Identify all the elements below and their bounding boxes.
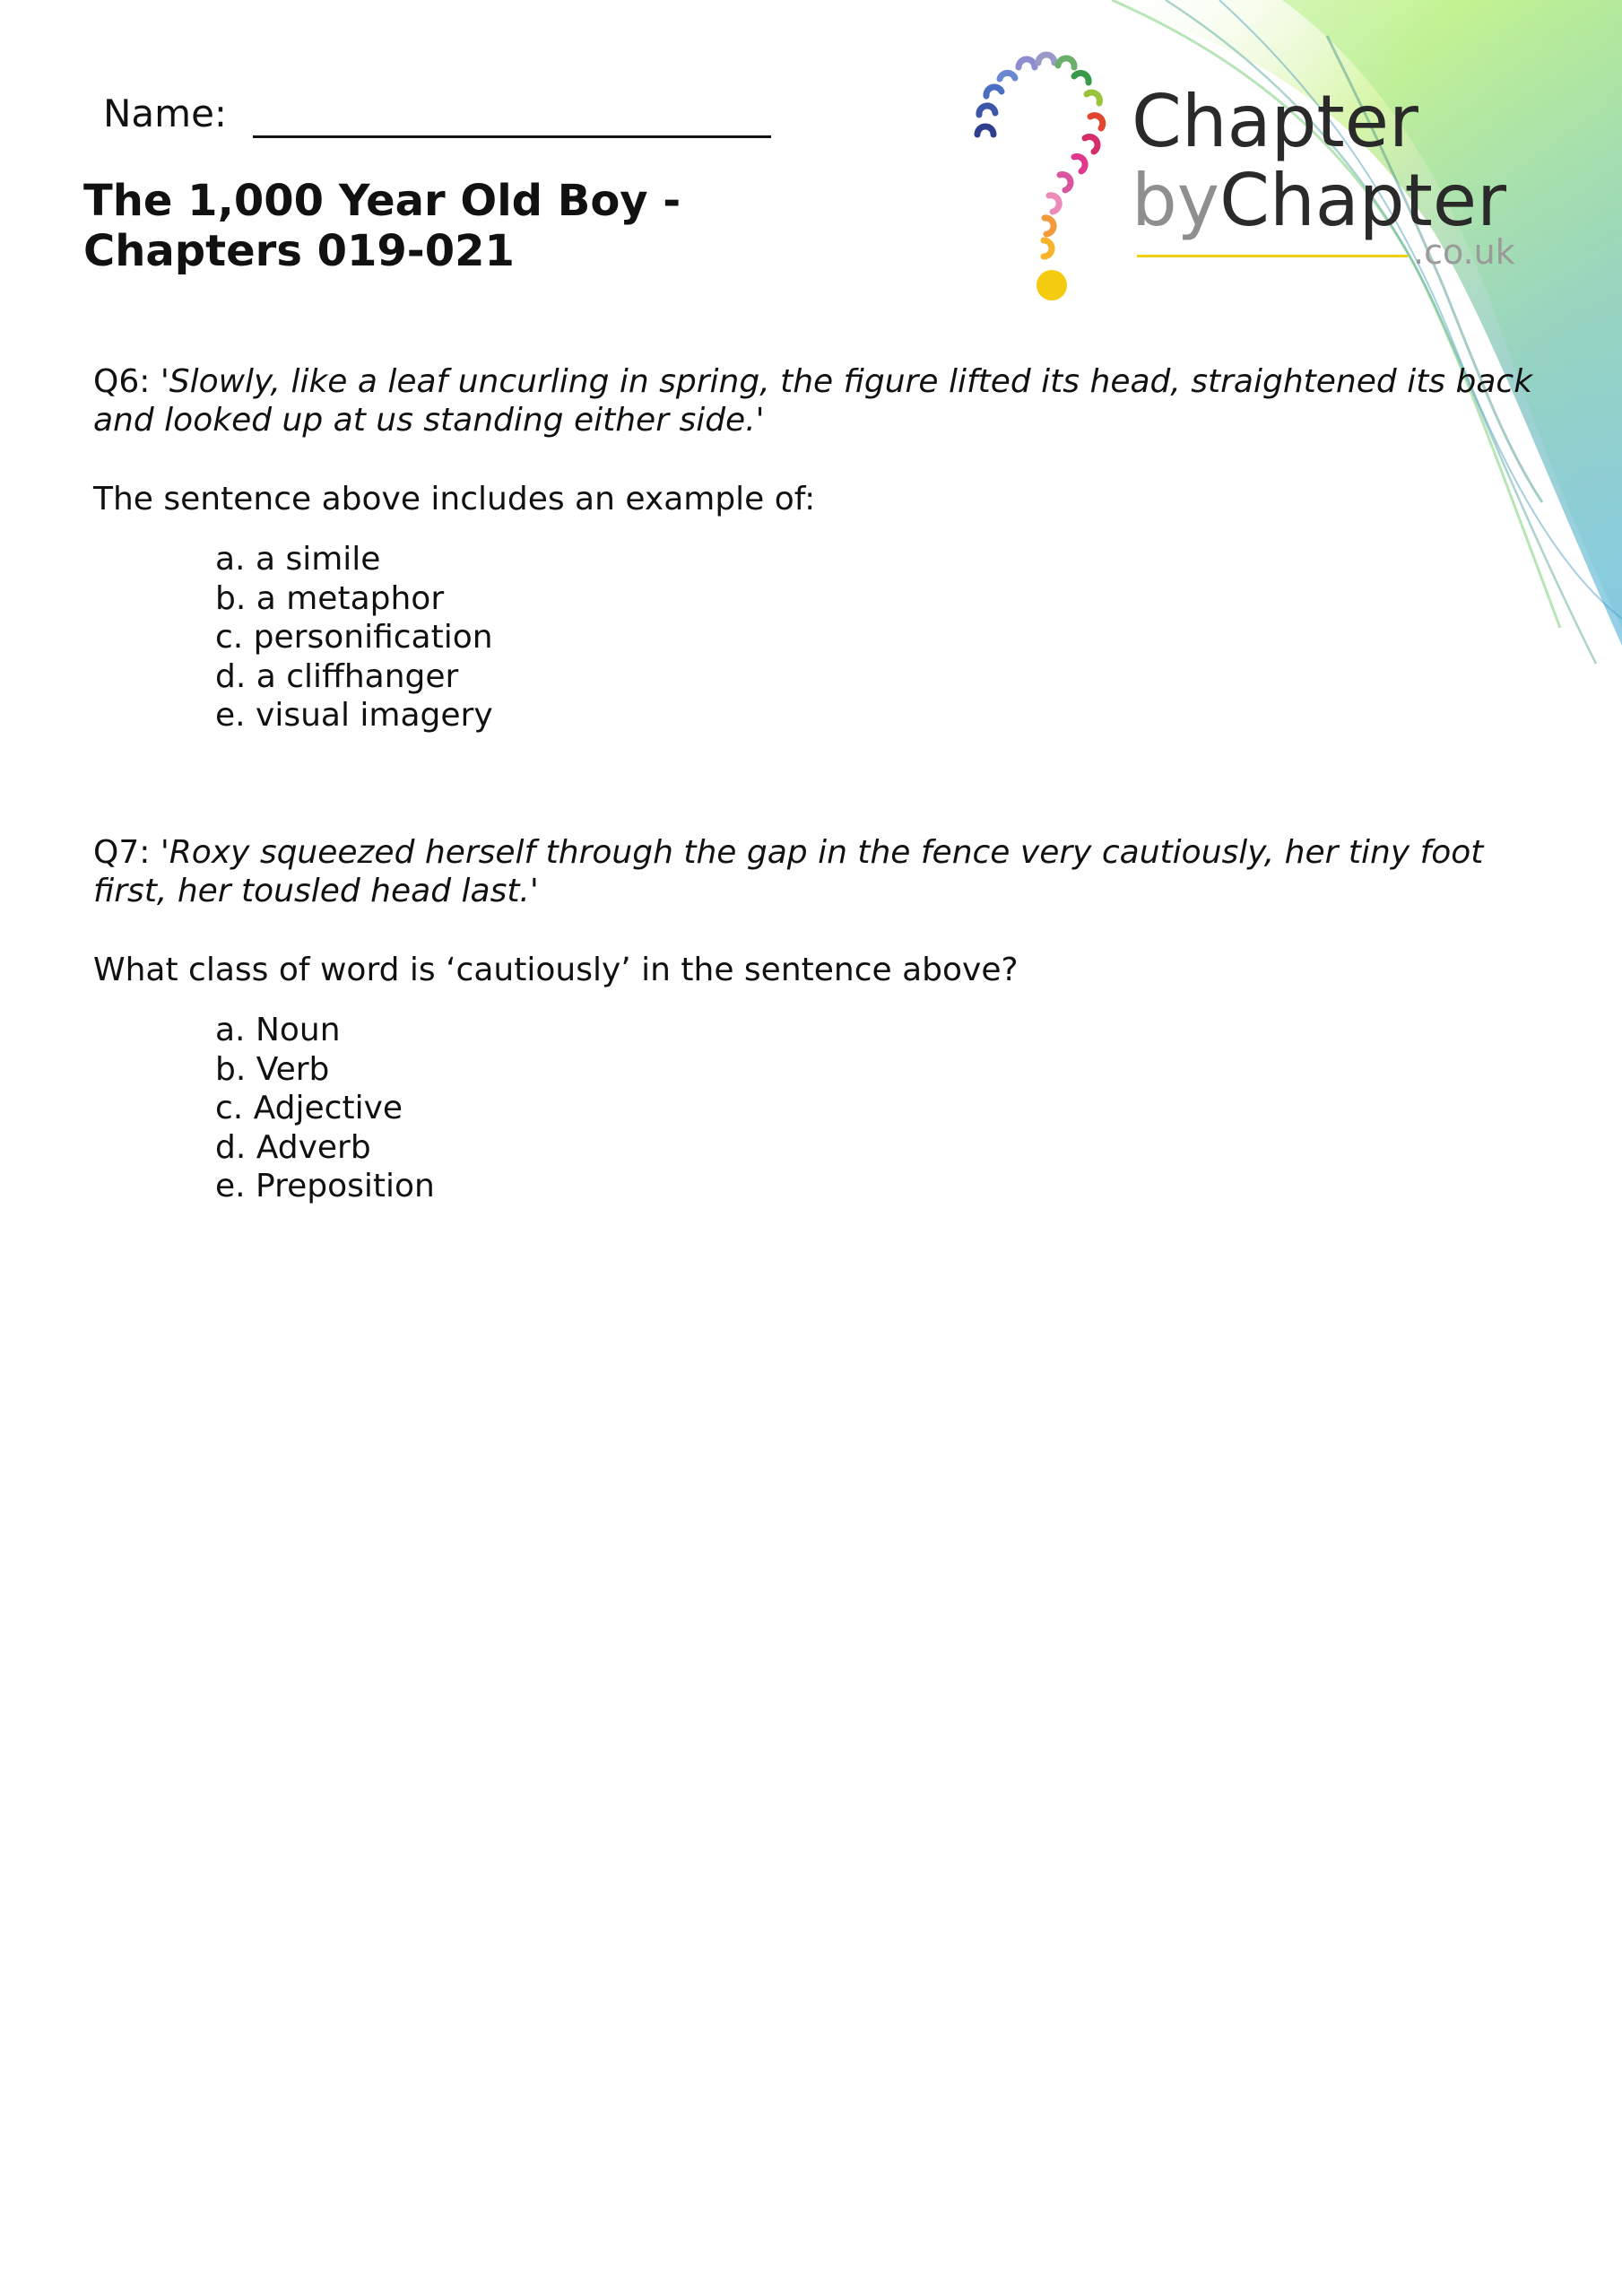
logo-domain: .co.uk (1413, 232, 1515, 272)
question-6-option-b[interactable]: b. a metaphor (215, 579, 445, 617)
question-7-quote-text: 'Roxy squeezed herself through the gap in the fence very cautiously, her tiny foot first, her tousled head last.' (93, 834, 1484, 909)
question-7-option-e[interactable]: e. Preposition (215, 1168, 435, 1205)
logo-underline (1137, 255, 1408, 257)
question-6-quote (93, 362, 1546, 439)
title-line-1: The 1,000 Year Old Boy - (83, 176, 681, 226)
logo-word-bychapter (1132, 159, 1506, 242)
book-question-mark-logo-icon (959, 45, 1139, 314)
question-6-quote-text: 'Slowly, like a leaf uncurling in spring, the figure lifted its head, straightened its back and looked up at us standing either side.' (93, 363, 1533, 439)
question-7-options (215, 1011, 435, 1206)
worksheet-title (83, 176, 681, 276)
name-label: Name: (103, 91, 228, 135)
question-7-option-a[interactable]: a. Noun (215, 1012, 341, 1048)
name-blank-line[interactable] (253, 135, 771, 138)
question-6-option-d[interactable]: d. a cliffhanger (215, 657, 459, 695)
logo-word-chapter: Chapter (1132, 80, 1418, 163)
question-6-options (215, 540, 493, 735)
question-7-number: Q7: (93, 834, 151, 871)
question-7-option-b[interactable]: b. Verb (215, 1050, 330, 1088)
question-7-option-c[interactable]: c. Adjective (215, 1090, 403, 1126)
question-6-option-c[interactable]: c. personification (215, 619, 493, 656)
question-7-prompt: What class of word is ‘cautiously’ in the sentence above? (93, 952, 1019, 988)
question-7-option-d[interactable]: d. Adverb (215, 1128, 371, 1166)
logo-word-by: by (1132, 159, 1220, 242)
question-6-number: Q6: (93, 363, 151, 400)
logo-word-chapter-2: Chapter (1219, 159, 1506, 242)
question-6-option-e[interactable]: e. visual imagery (215, 697, 493, 734)
question-7-quote (93, 833, 1546, 910)
title-line-2: Chapters 019-021 (83, 226, 515, 276)
question-6-prompt: The sentence above includes an example of: (93, 481, 816, 517)
question-6-option-a[interactable]: a. a simile (215, 541, 381, 578)
